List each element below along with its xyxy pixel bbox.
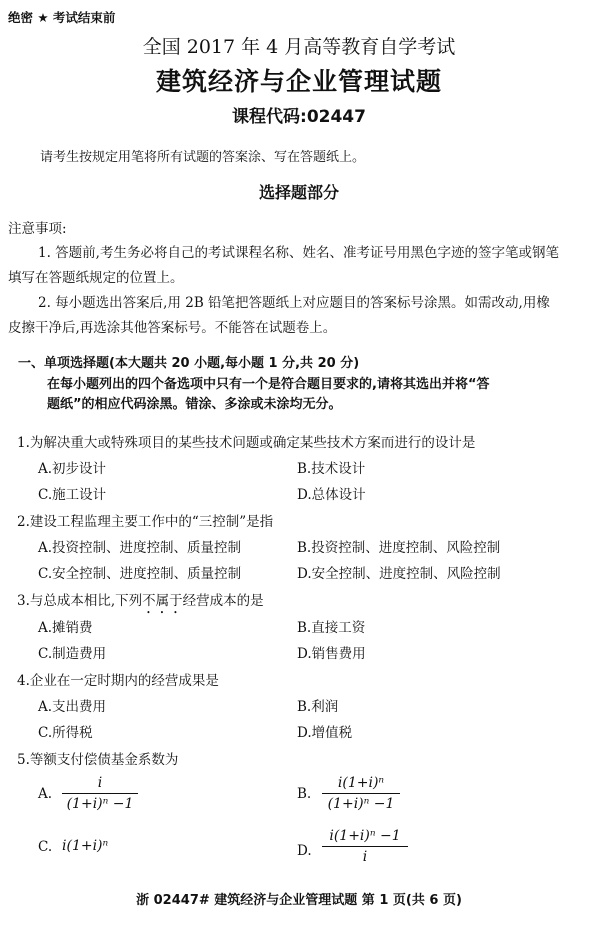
confidential-label: 绝密 ★ 考试结束前 xyxy=(8,10,116,25)
paper-title: 建筑经济与企业管理试题 xyxy=(155,67,442,96)
course-code: 课程代码:02447 xyxy=(232,107,366,127)
question-1-option-a: A.初步设计 xyxy=(38,461,107,477)
part-heading: 一、单项选择题(本大题共 20 小题,每小题 1 分,共 20 分) xyxy=(18,356,360,371)
question-5-option-d-label: D. xyxy=(297,843,312,859)
notice-item-2-line-2: 皮擦干净后,再选涂其他答案标号。不能答在试题卷上。 xyxy=(8,320,337,336)
notice-item-1-line-2: 填写在答题纸规定的位置上。 xyxy=(8,270,184,286)
question-2-option-d: D.安全控制、进度控制、风险控制 xyxy=(297,566,501,582)
question-4-option-c: C.所得税 xyxy=(38,725,93,741)
formula-d-numerator: i(1+i)ⁿ −1 xyxy=(329,828,401,844)
part-description-line-2: 题纸”的相应代码涂黑。错涂、多涂或未涂均无分。 xyxy=(47,397,342,412)
question-4-option-a: A.支出费用 xyxy=(38,699,107,715)
exam-title: 全国 2017 年 4 月高等教育自学考试 xyxy=(142,36,456,58)
formula-d-denominator: i xyxy=(362,849,368,865)
question-2-stem: 2.建设工程监理主要工作中的“三控制”是指 xyxy=(17,514,274,530)
formula-b-denominator: (1+i)ⁿ −1 xyxy=(327,796,395,812)
question-5-option-c-formula: i(1+i)ⁿ xyxy=(62,838,109,854)
question-1-option-c: C.施工设计 xyxy=(38,487,107,503)
question-3-stem-emphasis: 不属于 xyxy=(142,593,183,609)
question-3-stem-start: 3.与总成本相比,下列 xyxy=(17,593,143,609)
question-5-option-b-formula xyxy=(322,774,400,813)
formula-a-denominator: (1+i)ⁿ −1 xyxy=(66,796,134,812)
question-1-option-d: D.总体设计 xyxy=(297,487,366,503)
question-2-option-a: A.投资控制、进度控制、质量控制 xyxy=(38,540,242,556)
question-2-option-c: C.安全控制、进度控制、质量控制 xyxy=(38,566,242,582)
page-footer: 浙 02447# 建筑经济与企业管理试题 第 1 页(共 6 页) xyxy=(136,893,462,908)
section-title: 选择题部分 xyxy=(258,183,339,202)
formula-a-fraction-bar xyxy=(62,793,138,794)
question-5-option-b-label: B. xyxy=(297,786,312,802)
formula-a-numerator: i xyxy=(97,775,103,791)
question-4-option-d: D.增值税 xyxy=(297,725,353,741)
question-5-stem: 5.等额支付偿债基金系数为 xyxy=(17,752,179,768)
question-4-option-b: B.利润 xyxy=(297,699,339,715)
formula-b-numerator: i(1+i)ⁿ xyxy=(337,775,385,791)
formula-b-fraction-bar xyxy=(322,793,400,794)
notice-item-2-line-1: 2. 每小题选出答案后,用 2B 铅笔把答题纸上对应题目的答案标号涂黑。如需改动,用橡 xyxy=(38,295,550,311)
question-3-stem xyxy=(17,589,264,617)
notice-heading: 注意事项: xyxy=(8,221,67,237)
question-5-option-a-label: A. xyxy=(38,786,53,802)
question-3-option-d: D.销售费用 xyxy=(297,646,366,662)
question-5-option-a-formula xyxy=(62,774,138,813)
question-1-option-b: B.技术设计 xyxy=(297,461,366,477)
question-3-option-a: A.摊销费 xyxy=(38,620,93,636)
question-3-option-c: C.制造费用 xyxy=(38,646,107,662)
question-5-option-d-formula xyxy=(322,827,408,866)
question-5-option-c-label: C. xyxy=(38,839,53,855)
answer-instruction: 请考生按规定用笔将所有试题的答案涂、写在答题纸上。 xyxy=(40,150,366,165)
notice-item-1-line-1: 1. 答题前,考生务必将自己的考试课程名称、姓名、准考证号用黑色字迹的签字笔或钢笔 xyxy=(38,245,559,261)
question-2-option-b: B.投资控制、进度控制、风险控制 xyxy=(297,540,501,556)
part-description-line-1: 在每小题列出的四个备选项中只有一个是符合题目要求的,请将其选出并将“答 xyxy=(47,377,490,392)
question-3-option-b: B.直接工资 xyxy=(297,620,366,636)
question-3-stem-end: 经营成本的是 xyxy=(182,593,264,609)
question-1-stem: 1.为解决重大或特殊项目的某些技术问题或确定某些技术方案而进行的设计是 xyxy=(17,435,476,451)
question-4-stem: 4.企业在一定时期内的经营成果是 xyxy=(17,673,219,689)
formula-d-fraction-bar xyxy=(322,846,408,847)
